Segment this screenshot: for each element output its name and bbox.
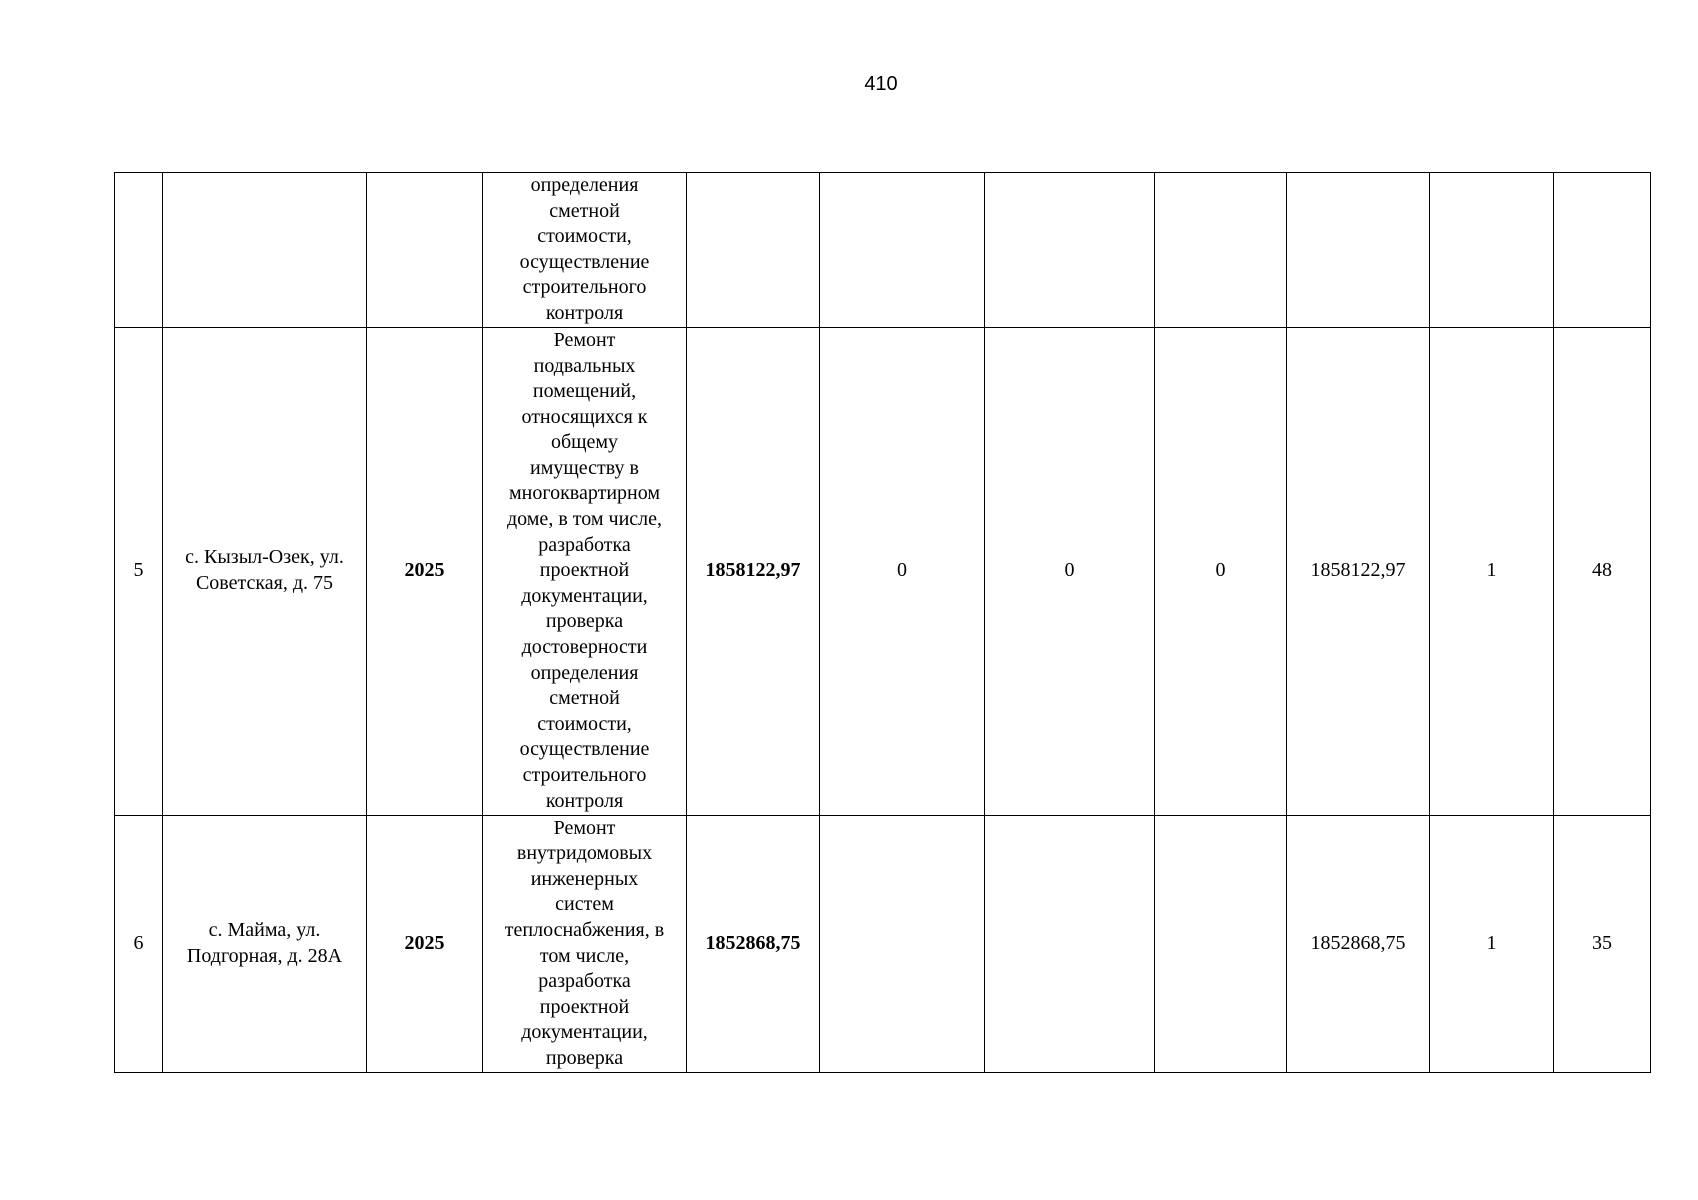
row-number-cell: 5 (115, 327, 163, 815)
value-cell (1155, 815, 1287, 1072)
table-row (115, 815, 1651, 1072)
address-cell: с. Кызыл-Озек, ул. Советская, д. 75 (163, 327, 367, 815)
address-cell (163, 173, 367, 328)
value-cell: 48 (1554, 327, 1651, 815)
work-type-line: Ремонт (553, 816, 616, 839)
row-number-cell (115, 173, 163, 328)
work-type-cell (483, 327, 687, 815)
work-type-line: осуществление (519, 250, 650, 273)
work-type-line: осуществление (519, 738, 650, 761)
work-type-line: проектной (539, 559, 630, 582)
work-type-line: строительного (522, 764, 647, 787)
value-cell: 1858122,97 (1287, 327, 1430, 815)
work-type-line: систем (555, 893, 614, 916)
work-type-line: документации, (521, 584, 648, 607)
work-type-line: определения (530, 174, 639, 196)
work-type-line: проектной (539, 995, 630, 1018)
work-type-line: строительного (522, 276, 647, 299)
work-type-line: теплоснабжения, в (504, 918, 665, 941)
work-type-line: стоимости, (537, 712, 632, 735)
repair-program-table (114, 172, 1651, 1073)
value-cell: 0 (820, 327, 985, 815)
year-cell: 2025 (367, 327, 483, 815)
value-cell (1554, 173, 1651, 328)
value-cell (985, 815, 1155, 1072)
work-type-line: общему (550, 431, 619, 454)
work-type-cell (483, 173, 687, 328)
total-cost-cell: 1858122,97 (687, 327, 820, 815)
value-cell (985, 173, 1155, 328)
work-type-line: Ремонт (553, 328, 616, 351)
value-cell (1287, 173, 1430, 328)
work-type-line: достоверности (521, 636, 648, 659)
table-row (115, 173, 1651, 328)
value-cell: 1852868,75 (1287, 815, 1430, 1072)
work-type-cell (483, 815, 687, 1072)
row-number-cell: 6 (115, 815, 163, 1072)
work-type-line: контроля (545, 301, 624, 324)
table-row (115, 327, 1651, 815)
work-type-line: разработка (538, 533, 631, 556)
work-type-line: инженерных (530, 867, 639, 890)
work-type-line: сметной (549, 199, 620, 222)
address-cell: с. Майма, ул. Подгорная, д. 28А (163, 815, 367, 1072)
work-type-line: проверка (545, 610, 624, 633)
work-type-line: стоимости, (537, 225, 632, 248)
table-body (115, 173, 1651, 1073)
work-type-line: сметной (549, 687, 620, 710)
work-type-line: имуществу в (530, 456, 639, 479)
value-cell: 0 (1155, 327, 1287, 815)
work-type-line: разработка (538, 970, 631, 993)
value-cell (1430, 173, 1554, 328)
work-type-line: внутридомовых (516, 842, 653, 865)
work-type-line: проверка (545, 1046, 624, 1069)
work-type-line: многоквартирном (509, 482, 660, 505)
work-type-line: том числе, (539, 944, 630, 967)
work-type-line: контроля (545, 789, 624, 812)
year-cell: 2025 (367, 815, 483, 1072)
value-cell (820, 815, 985, 1072)
work-type-line: определения (530, 661, 639, 684)
work-type-line: документации, (521, 1021, 648, 1044)
value-cell: 1 (1430, 327, 1554, 815)
total-cost-cell (687, 173, 820, 328)
value-cell: 0 (985, 327, 1155, 815)
value-cell (820, 173, 985, 328)
work-type-line: подвальных (533, 354, 636, 377)
work-type-line: помещений, (532, 380, 637, 403)
value-cell (1155, 173, 1287, 328)
year-cell (367, 173, 483, 328)
page-number: 410 (864, 73, 898, 95)
value-cell: 1 (1430, 815, 1554, 1072)
total-cost-cell: 1852868,75 (687, 815, 820, 1072)
work-type-line: относящихся к (521, 405, 648, 428)
value-cell: 35 (1554, 815, 1651, 1072)
work-type-line: доме, в том числе, (506, 508, 663, 531)
